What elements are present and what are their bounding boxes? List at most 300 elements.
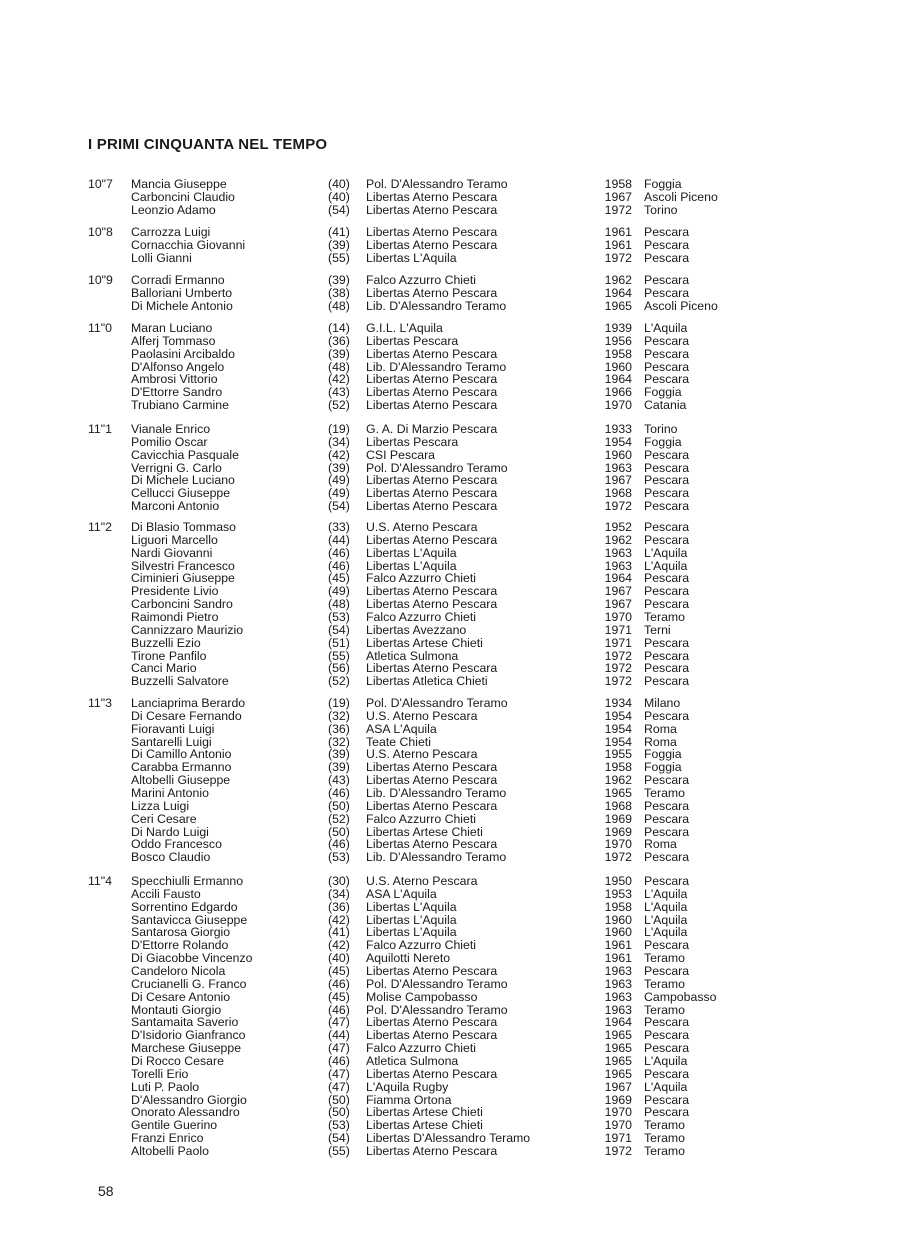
birth-year: (55) [328, 648, 350, 663]
athlete-name: D'Ettorre Rolando [131, 938, 229, 953]
record-place: Teramo [644, 1131, 686, 1145]
athlete-name: Di Nardo Luigi [131, 824, 209, 839]
club-name: Falco Azzurro Chieti [366, 938, 477, 953]
birth-year: (52) [328, 674, 350, 689]
record-year: 1965 [604, 1053, 632, 1068]
club-name: Lib. D'Alessandro Teramo [366, 359, 507, 374]
record-place: Pescara [644, 938, 690, 953]
birth-year: (47) [328, 1066, 350, 1081]
birth-year: (39) [328, 460, 350, 475]
club-name: Falco Azzurro Chieti [366, 811, 477, 826]
birth-year: (46) [328, 558, 350, 573]
athlete-name: Luti P. Paolo [131, 1079, 200, 1094]
birth-year: (50) [328, 824, 350, 839]
birth-year: (48) [328, 597, 350, 612]
record-year: 1960 [604, 912, 632, 927]
record-place: Teramo [644, 976, 686, 991]
birth-year: (47) [328, 1041, 350, 1055]
athlete-name: Cellucci Giuseppe [131, 486, 231, 501]
athlete-name: Marini Antonio [131, 786, 209, 800]
record-place: Roma [644, 734, 677, 749]
record-year: 1965 [604, 1041, 632, 1055]
athlete-name: Di Giacobbe Vincenzo [131, 951, 253, 966]
record-year: 1958 [604, 760, 632, 775]
birth-year: (36) [328, 721, 350, 736]
birth-year: (49) [328, 584, 350, 599]
athlete-name: Ambrosi Vittorio [131, 372, 218, 387]
record-place: Ascoli Piceno [644, 189, 718, 204]
birth-year: (47) [328, 1015, 350, 1030]
athlete-name: Di Cesare Fernando [131, 708, 242, 723]
record-place: Pescara [644, 571, 690, 586]
birth-year: (32) [328, 708, 350, 723]
club-name: Libertas L'Aquila [366, 925, 457, 940]
birth-year: (53) [328, 610, 350, 624]
club-name: Libertas Aterno Pescara [366, 773, 498, 788]
birth-year: (54) [328, 499, 350, 514]
athlete-name: Cannizzaro Maurizio [131, 622, 244, 637]
club-name: Falco Azzurro Chieti [366, 273, 477, 287]
birth-year: (36) [328, 899, 350, 914]
birth-year: (46) [328, 837, 350, 852]
record-place: Pescara [644, 273, 690, 287]
record-place: Pescara [644, 1066, 690, 1081]
record-year: 1965 [604, 786, 632, 800]
birth-year: (39) [328, 346, 350, 361]
record-place: Pescara [644, 1105, 690, 1120]
record-place: L'Aquila [644, 886, 688, 901]
record-year: 1963 [604, 1002, 632, 1017]
record-year: 1963 [604, 989, 632, 1004]
record-place: Pescara [644, 1041, 690, 1055]
athlete-name: Carrozza Luigi [131, 225, 211, 239]
record-place: Teramo [644, 1118, 686, 1133]
athlete-name: D'Alessandro Giorgio [131, 1092, 247, 1107]
record-place: Terni [644, 622, 671, 637]
club-name: Pol. D'Alessandro Teramo [366, 696, 508, 710]
club-name: Libertas Aterno Pescara [366, 499, 498, 514]
birth-year: (48) [328, 298, 350, 313]
record-year: 1961 [604, 225, 632, 239]
club-name: Falco Azzurro Chieti [366, 571, 477, 586]
athlete-name: Santarosa Giorgio [131, 925, 231, 940]
club-name: Teate Chieti [366, 734, 431, 749]
birth-year: (43) [328, 385, 350, 400]
birth-year: (42) [328, 938, 350, 953]
record-place: L'Aquila [644, 1079, 688, 1094]
record-year: 1972 [604, 648, 632, 663]
record-place: Pescara [644, 1028, 690, 1043]
birth-year: (56) [328, 661, 350, 676]
athlete-name: Oddo Francesco [131, 837, 222, 852]
record-place: Foggia [644, 434, 682, 449]
birth-year: (34) [328, 886, 350, 901]
club-name: Libertas Aterno Pescara [366, 202, 498, 217]
birth-year: (19) [328, 696, 350, 710]
birth-year: (33) [328, 520, 350, 534]
record-place: Pescara [644, 473, 690, 488]
athlete-name: Franzi Enrico [131, 1131, 204, 1145]
birth-year: (42) [328, 447, 350, 462]
record-year: 1934 [604, 696, 632, 710]
record-year: 1972 [604, 202, 632, 217]
club-name: Libertas Artese Chieti [366, 824, 483, 839]
athlete-name: Carboncini Sandro [131, 597, 233, 612]
athlete-name: Raimondi Pietro [131, 610, 219, 624]
athlete-name: Di Rocco Cesare [131, 1053, 224, 1068]
record-place: Pescara [644, 811, 690, 826]
club-name: Libertas Aterno Pescara [366, 189, 498, 204]
birth-year: (40) [328, 951, 350, 966]
athlete-name: Specchiulli Ermanno [131, 874, 244, 888]
club-name: Libertas Aterno Pescara [366, 398, 498, 413]
record-year: 1970 [604, 1105, 632, 1120]
athlete-name: Ciminieri Giuseppe [131, 571, 235, 586]
club-name: Pol. D'Alessandro Teramo [366, 1002, 508, 1017]
athlete-name: Altobelli Paolo [131, 1143, 209, 1158]
time-label: 10"8 [88, 225, 113, 239]
club-name: CSI Pescara [366, 447, 436, 462]
record-place: Pescara [644, 486, 690, 501]
record-year: 1964 [604, 285, 632, 300]
club-name: Libertas Pescara [366, 434, 459, 449]
birth-year: (55) [328, 1143, 350, 1158]
club-name: Libertas Aterno Pescara [366, 837, 498, 852]
athlete-name: Di Michele Luciano [131, 473, 235, 488]
birth-year: (42) [328, 912, 350, 927]
club-name: Libertas Aterno Pescara [366, 346, 498, 361]
time-label: 11"3 [88, 696, 112, 710]
athlete-name: Trubiano Carmine [131, 398, 229, 413]
athlete-name: Santamaita Saverio [131, 1015, 239, 1030]
athlete-name: Santavicca Giuseppe [131, 912, 248, 927]
athlete-name: Carabba Ermanno [131, 760, 232, 775]
record-year: 1971 [604, 622, 632, 637]
athlete-name: Lolli Gianni [131, 250, 192, 265]
athlete-name: Cavicchia Pasquale [131, 447, 240, 462]
record-year: 1961 [604, 951, 632, 966]
athlete-name: Di Camillo Antonio [131, 747, 232, 762]
record-place: L'Aquila [644, 1053, 688, 1068]
birth-year: (50) [328, 1092, 350, 1107]
club-name: Libertas Aterno Pescara [366, 237, 498, 252]
birth-year: (45) [328, 571, 350, 586]
club-name: Falco Azzurro Chieti [366, 1041, 477, 1055]
athlete-name: Di Michele Antonio [131, 298, 233, 313]
record-place: Pescara [644, 1015, 690, 1030]
record-place: L'Aquila [644, 899, 688, 914]
record-year: 1954 [604, 734, 632, 749]
club-name: Libertas Aterno Pescara [366, 760, 498, 775]
birth-year: (55) [328, 250, 350, 265]
record-place: Teramo [644, 1002, 686, 1017]
club-name: Lib. D'Alessandro Teramo [366, 850, 507, 865]
record-place: Pescara [644, 661, 690, 676]
record-year: 1969 [604, 811, 632, 826]
athlete-name: Crucianelli G. Franco [131, 976, 247, 991]
record-year: 1972 [604, 250, 632, 265]
record-place: Ascoli Piceno [644, 298, 718, 313]
club-name: Libertas Aterno Pescara [366, 661, 498, 676]
birth-year: (49) [328, 486, 350, 501]
birth-year: (46) [328, 1053, 350, 1068]
record-place: Teramo [644, 610, 686, 624]
club-name: Pol. D'Alessandro Teramo [366, 177, 508, 191]
record-year: 1963 [604, 558, 632, 573]
record-year: 1967 [604, 473, 632, 488]
athlete-name: Paolasini Arcibaldo [131, 346, 235, 361]
athlete-name: D'Isidorio Gianfranco [131, 1028, 246, 1043]
birth-year: (41) [328, 225, 350, 239]
record-year: 1968 [604, 486, 632, 501]
record-place: Catania [644, 398, 687, 413]
record-year: 1964 [604, 1015, 632, 1030]
club-name: Libertas Avezzano [366, 622, 467, 637]
club-name: Libertas L'Aquila [366, 899, 457, 914]
record-year: 1966 [604, 385, 632, 400]
record-place: Foggia [644, 385, 682, 400]
record-year: 1939 [604, 321, 632, 335]
club-name: Atletica Sulmona [366, 1053, 459, 1068]
birth-year: (49) [328, 473, 350, 488]
athlete-name: Candeloro Nicola [131, 964, 226, 978]
record-year: 1963 [604, 964, 632, 978]
record-place: Pescara [644, 346, 690, 361]
birth-year: (54) [328, 202, 350, 217]
birth-year: (41) [328, 925, 350, 940]
birth-year: (45) [328, 989, 350, 1004]
athlete-name: Tirone Panfilo [131, 648, 207, 663]
athlete-name: Nardi Giovanni [131, 545, 213, 560]
record-year: 1933 [604, 422, 632, 436]
record-year: 1962 [604, 273, 632, 287]
record-place: Pescara [644, 532, 690, 547]
athlete-name: Presidente Livio [131, 584, 219, 599]
club-name: Falco Azzurro Chieti [366, 610, 477, 624]
record-year: 1969 [604, 1092, 632, 1107]
record-year: 1954 [604, 434, 632, 449]
record-place: Pescara [644, 499, 690, 514]
record-place: Teramo [644, 1143, 686, 1158]
record-year: 1970 [604, 1118, 632, 1133]
club-name: Libertas Aterno Pescara [366, 597, 498, 612]
athlete-name: Mancia Giuseppe [131, 177, 227, 191]
birth-year: (46) [328, 786, 350, 800]
birth-year: (38) [328, 285, 350, 300]
athlete-name: Accili Fausto [131, 886, 201, 901]
athlete-name: Marconi Antonio [131, 499, 220, 514]
record-place: Torino [644, 422, 678, 436]
athlete-name: Onorato Alessandro [131, 1105, 240, 1120]
record-year: 1972 [604, 850, 632, 865]
athlete-name: Alferj Tommaso [131, 333, 216, 348]
record-place: Roma [644, 721, 677, 736]
athlete-name: D'Ettorre Sandro [131, 385, 223, 400]
record-place: Pescara [644, 964, 690, 978]
club-name: Lib. D'Alessandro Teramo [366, 786, 507, 800]
record-place: Pescara [644, 708, 690, 723]
birth-year: (42) [328, 372, 350, 387]
record-place: Pescara [644, 237, 690, 252]
record-place: Pescara [644, 597, 690, 612]
athlete-name: Fioravanti Luigi [131, 721, 215, 736]
record-year: 1972 [604, 499, 632, 514]
record-place: Pescara [644, 225, 690, 239]
club-name: Libertas Aterno Pescara [366, 1028, 498, 1043]
birth-year: (44) [328, 1028, 350, 1043]
club-name: Libertas Aterno Pescara [366, 225, 498, 239]
record-place: Pescara [644, 447, 690, 462]
record-year: 1972 [604, 674, 632, 689]
record-place: Pescara [644, 359, 690, 374]
athlete-name: Di Blasio Tommaso [131, 520, 237, 534]
club-name: U.S. Aterno Pescara [366, 520, 478, 534]
record-place: Pescara [644, 850, 690, 865]
athlete-name: Leonzio Adamo [131, 202, 216, 217]
birth-year: (50) [328, 1105, 350, 1120]
club-name: Lib. D'Alessandro Teramo [366, 298, 507, 313]
record-year: 1953 [604, 886, 632, 901]
record-year: 1963 [604, 460, 632, 475]
record-year: 1970 [604, 837, 632, 852]
club-name: G.I.L. L'Aquila [366, 321, 443, 335]
record-year: 1962 [604, 773, 632, 788]
record-year: 1965 [604, 1028, 632, 1043]
club-name: Libertas Aterno Pescara [366, 1015, 498, 1030]
record-place: L'Aquila [644, 558, 688, 573]
club-name: Libertas Aterno Pescara [366, 385, 498, 400]
record-year: 1960 [604, 925, 632, 940]
athlete-name: Ceri Cesare [131, 811, 197, 826]
athlete-name: Gentile Guerino [131, 1118, 218, 1133]
athlete-name: Cornacchia Giovanni [131, 237, 246, 252]
record-place: Torino [644, 202, 678, 217]
athlete-name: Balloriani Umberto [131, 285, 233, 300]
record-year: 1958 [604, 177, 632, 191]
athlete-name: Carboncini Claudio [131, 189, 235, 204]
record-year: 1960 [604, 359, 632, 374]
birth-year: (46) [328, 976, 350, 991]
time-label: 10"9 [88, 273, 113, 287]
birth-year: (50) [328, 798, 350, 813]
club-name: Libertas Aterno Pescara [366, 532, 498, 547]
birth-year: (34) [328, 434, 350, 449]
club-name: L'Aquila Rugby [366, 1079, 449, 1094]
record-place: Roma [644, 837, 677, 852]
record-place: Pescara [644, 824, 690, 839]
birth-year: (32) [328, 734, 350, 749]
birth-year: (53) [328, 1118, 350, 1133]
club-name: Libertas Aterno Pescara [366, 1143, 498, 1158]
record-place: Teramo [644, 786, 686, 800]
birth-year: (39) [328, 237, 350, 252]
record-place: Pescara [644, 520, 690, 534]
record-place: L'Aquila [644, 925, 688, 940]
club-name: Libertas Artese Chieti [366, 635, 483, 650]
record-year: 1958 [604, 346, 632, 361]
birth-year: (45) [328, 964, 350, 978]
club-name: U.S. Aterno Pescara [366, 874, 478, 888]
athlete-name: Sorrentino Edgardo [131, 899, 238, 914]
athlete-name: D'Alfonso Angelo [131, 359, 225, 374]
athlete-name: Corradi Ermanno [131, 273, 225, 287]
record-year: 1954 [604, 721, 632, 736]
birth-year: (52) [328, 811, 350, 826]
record-year: 1967 [604, 1079, 632, 1094]
record-place: Pescara [644, 648, 690, 663]
birth-year: (54) [328, 1131, 350, 1145]
record-place: Foggia [644, 747, 682, 762]
birth-year: (40) [328, 177, 350, 191]
time-label: 11"4 [88, 874, 112, 888]
record-year: 1964 [604, 571, 632, 586]
club-name: Libertas Aterno Pescara [366, 584, 498, 599]
club-name: Libertas Artese Chieti [366, 1105, 483, 1120]
record-year: 1967 [604, 584, 632, 599]
record-year: 1958 [604, 899, 632, 914]
birth-year: (54) [328, 622, 350, 637]
birth-year: (44) [328, 532, 350, 547]
athlete-name: Santarelli Luigi [131, 734, 212, 749]
club-name: Libertas Aterno Pescara [366, 486, 498, 501]
record-year: 1967 [604, 597, 632, 612]
club-name: U.S. Aterno Pescara [366, 708, 478, 723]
record-year: 1968 [604, 798, 632, 813]
club-name: Pol. D'Alessandro Teramo [366, 460, 508, 475]
club-name: Molise Campobasso [366, 989, 478, 1004]
record-year: 1956 [604, 333, 632, 348]
club-name: Libertas L'Aquila [366, 545, 457, 560]
athlete-name: Liguori Marcello [131, 532, 218, 547]
time-label: 10"7 [88, 177, 113, 191]
record-year: 1954 [604, 708, 632, 723]
athlete-name: Vianale Enrico [131, 422, 211, 436]
time-label: 11"2 [88, 520, 112, 534]
club-name: Libertas Aterno Pescara [366, 285, 498, 300]
birth-year: (39) [328, 747, 350, 762]
birth-year: (52) [328, 398, 350, 413]
club-name: ASA L'Aquila [366, 721, 437, 736]
athlete-name: Di Cesare Antonio [131, 989, 231, 1004]
record-year: 1962 [604, 532, 632, 547]
record-place: Pescara [644, 635, 690, 650]
record-place: Foggia [644, 760, 682, 775]
club-name: ASA L'Aquila [366, 886, 437, 901]
athlete-name: Buzzelli Ezio [131, 635, 201, 650]
birth-year: (48) [328, 359, 350, 374]
birth-year: (53) [328, 850, 350, 865]
record-place: Pescara [644, 1092, 690, 1107]
record-year: 1961 [604, 938, 632, 953]
club-name: U.S. Aterno Pescara [366, 747, 478, 762]
record-year: 1969 [604, 824, 632, 839]
club-name: Libertas Aterno Pescara [366, 473, 498, 488]
record-place: Campobasso [644, 989, 717, 1004]
birth-year: (39) [328, 760, 350, 775]
club-name: Libertas Aterno Pescara [366, 964, 498, 978]
birth-year: (14) [328, 321, 350, 335]
birth-year: (40) [328, 189, 350, 204]
birth-year: (43) [328, 773, 350, 788]
athlete-name: Lizza Luigi [131, 798, 190, 813]
club-name: Atletica Sulmona [366, 648, 459, 663]
record-year: 1965 [604, 298, 632, 313]
club-name: Libertas Pescara [366, 333, 459, 348]
club-name: Fiamma Ortona [366, 1092, 452, 1107]
record-year: 1972 [604, 1143, 632, 1158]
record-place: Pescara [644, 674, 690, 689]
athlete-name: Torelli Erio [131, 1066, 189, 1081]
